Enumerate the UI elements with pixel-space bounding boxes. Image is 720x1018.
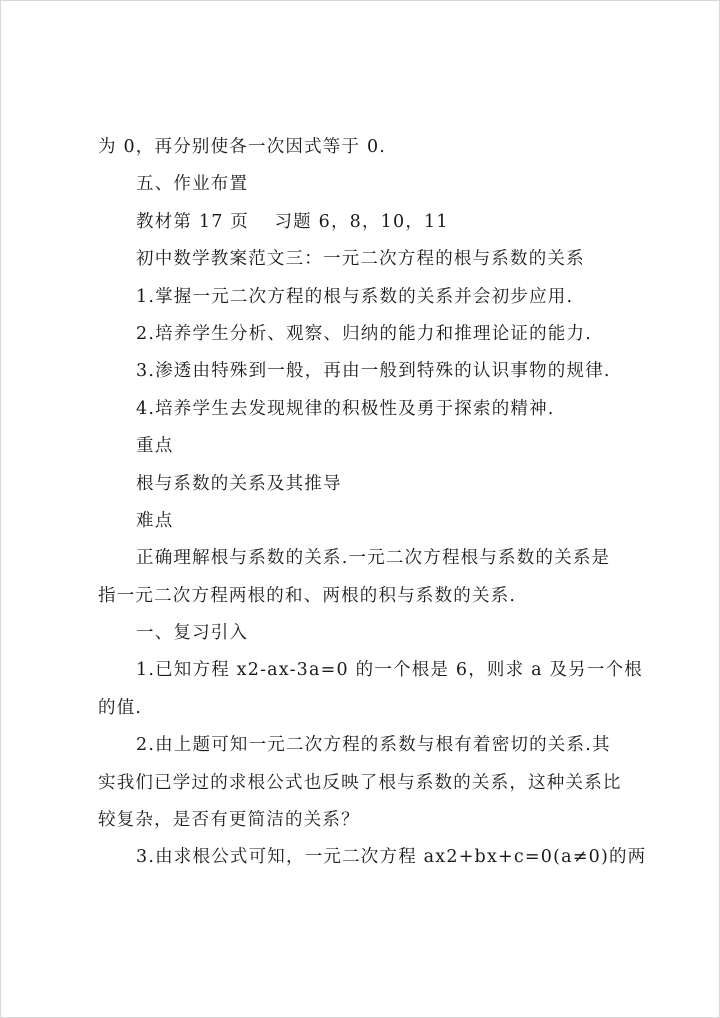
text-line: 根与系数的关系及其推导: [136, 473, 342, 494]
objective-item: 1.掌握一元二次方程的根与系数的关系并会初步应用.: [136, 286, 574, 307]
text-line: 3.由求根公式可知，一元二次方程 ax2+bx+c=0(a≠0)的两: [136, 847, 647, 868]
section-heading-homework: 五、作业布置: [136, 174, 249, 195]
heading-difficulty: 难点: [136, 510, 174, 531]
text-line: 较复杂，是否有更简洁的关系？: [98, 810, 360, 831]
text-line: 教材第 17 页 习题 6，8，10，11: [136, 211, 449, 232]
text-line: 为 0，再分别使各一次因式等于 0.: [98, 137, 387, 157]
document-body: [98, 129, 647, 877]
text-line: 2.由上题可知一元二次方程的系数与根有着密切的关系.其: [136, 735, 611, 756]
objective-item: 4.培养学生去发现规律的积极性及勇于探索的精神.: [136, 398, 555, 419]
section-heading-review: 一、复习引入: [136, 623, 249, 644]
objective-item: 2.培养学生分析、观察、归纳的能力和推理论证的能力.: [136, 323, 592, 344]
lesson-title: 初中数学教案范文三：一元二次方程的根与系数的关系: [136, 249, 585, 270]
text-line: 指一元二次方程两根的和、两根的积与系数的关系.: [98, 585, 517, 606]
objective-item: 3.渗透由特殊到一般，再由一般到特殊的认识事物的规律.: [136, 361, 611, 382]
text-line: 实我们已学过的求根公式也反映了根与系数的关系，这种关系比: [98, 772, 622, 793]
text-line: 1.已知方程 x2-ax-3a=0 的一个根是 6，则求 a 及另一个根: [136, 660, 643, 681]
heading-key-point: 重点: [136, 436, 174, 457]
text-line: 的值.: [98, 697, 143, 718]
text-line: 正确理解根与系数的关系.一元二次方程根与系数的关系是: [136, 548, 611, 569]
